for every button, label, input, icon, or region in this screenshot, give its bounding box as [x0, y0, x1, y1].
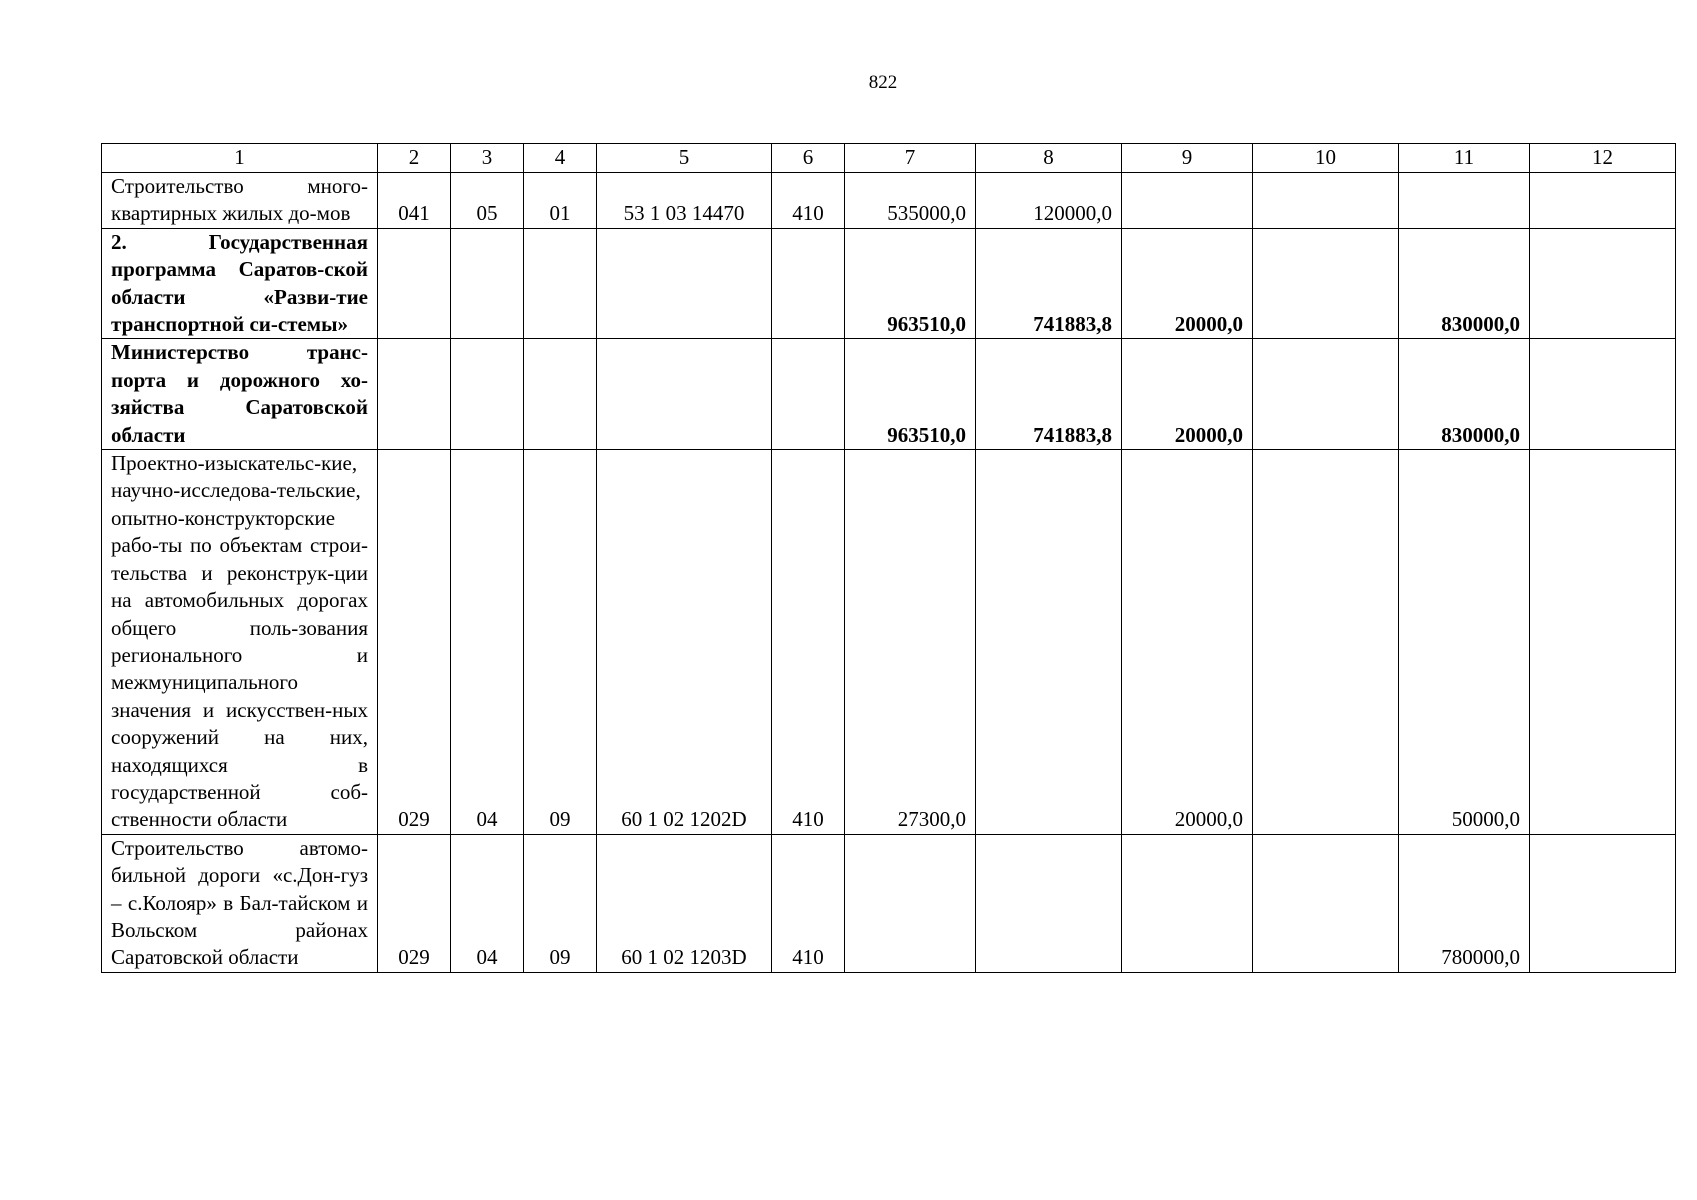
cell-col-10: [1253, 834, 1399, 972]
cell-col-3: 04: [451, 450, 524, 835]
cell-col-10: [1253, 450, 1399, 835]
cell-col-6: [772, 339, 845, 450]
cell-col-9: [1122, 173, 1253, 229]
cell-col-10: [1253, 228, 1399, 339]
row-name-cell: 2. Государственная программа Саратов-ской области «Разви-тие транспортной си-стемы»: [102, 228, 378, 339]
cell-col-10: [1253, 339, 1399, 450]
column-header: 6: [772, 144, 845, 173]
row-name-cell: Министерство транс-порта и дорожного хо-зяйства Саратовской области: [102, 339, 378, 450]
cell-col-4: [524, 339, 597, 450]
cell-col-2: 029: [378, 834, 451, 972]
cell-col-5: 53 1 03 14470: [597, 173, 772, 229]
cell-col-5: [597, 228, 772, 339]
row-name-cell: Строительство много-квартирных жилых до-мов: [102, 173, 378, 229]
cell-col-8: 120000,0: [976, 173, 1122, 229]
cell-col-11: 780000,0: [1399, 834, 1530, 972]
cell-col-3: [451, 228, 524, 339]
cell-col-12: [1530, 450, 1676, 835]
cell-col-7: 963510,0: [845, 228, 976, 339]
cell-col-12: [1530, 173, 1676, 229]
cell-col-2: 041: [378, 173, 451, 229]
cell-col-5: 60 1 02 1203D: [597, 834, 772, 972]
column-header: 9: [1122, 144, 1253, 173]
table-row: [102, 834, 1676, 972]
cell-col-2: [378, 228, 451, 339]
column-header: 3: [451, 144, 524, 173]
cell-col-8: [976, 450, 1122, 835]
row-name-cell: Строительство автомо-бильной дороги «с.Дон-гуз – с.Колояр» в Бал-тайском и Вольском районах Саратовской области: [102, 834, 378, 972]
cell-col-5: 60 1 02 1202D: [597, 450, 772, 835]
cell-col-8: 741883,8: [976, 339, 1122, 450]
cell-col-3: 04: [451, 834, 524, 972]
cell-col-2: [378, 339, 451, 450]
column-header: 7: [845, 144, 976, 173]
cell-col-12: [1530, 834, 1676, 972]
cell-col-7: 27300,0: [845, 450, 976, 835]
table-row: [102, 339, 1676, 450]
cell-col-4: 09: [524, 834, 597, 972]
cell-col-12: [1530, 228, 1676, 339]
table-row: [102, 173, 1676, 229]
column-header: 10: [1253, 144, 1399, 173]
cell-col-12: [1530, 339, 1676, 450]
cell-col-6: 410: [772, 450, 845, 835]
cell-col-11: 830000,0: [1399, 339, 1530, 450]
cell-col-6: 410: [772, 834, 845, 972]
cell-col-3: 05: [451, 173, 524, 229]
cell-col-7: 963510,0: [845, 339, 976, 450]
cell-col-8: [976, 834, 1122, 972]
cell-col-5: [597, 339, 772, 450]
cell-col-7: [845, 834, 976, 972]
cell-col-11: 50000,0: [1399, 450, 1530, 835]
column-header: 2: [378, 144, 451, 173]
row-name-cell: Проектно-изыскательс-кие, научно-исследова-тельские, опытно-конструкторские рабо-ты по объектам строи-тельства и реконструк-ции на автомобильных дорогах общего поль-зования регионального и межмуниципального значения и искусствен-ных сооружений на них, находящихся в государственной соб-ственности области: [102, 450, 378, 835]
table-row: [102, 228, 1676, 339]
cell-col-9: 20000,0: [1122, 450, 1253, 835]
column-number-row: [102, 144, 1676, 173]
cell-col-11: [1399, 173, 1530, 229]
column-header: 5: [597, 144, 772, 173]
cell-col-8: 741883,8: [976, 228, 1122, 339]
cell-col-4: 01: [524, 173, 597, 229]
column-header: 1: [102, 144, 378, 173]
cell-col-7: 535000,0: [845, 173, 976, 229]
cell-col-2: 029: [378, 450, 451, 835]
cell-col-3: [451, 339, 524, 450]
cell-col-9: 20000,0: [1122, 228, 1253, 339]
column-header: 8: [976, 144, 1122, 173]
budget-table: [101, 143, 1676, 973]
column-header: 11: [1399, 144, 1530, 173]
column-header: 12: [1530, 144, 1676, 173]
table-row: [102, 450, 1676, 835]
cell-col-11: 830000,0: [1399, 228, 1530, 339]
cell-col-4: 09: [524, 450, 597, 835]
cell-col-6: [772, 228, 845, 339]
cell-col-10: [1253, 173, 1399, 229]
cell-col-6: 410: [772, 173, 845, 229]
cell-col-9: 20000,0: [1122, 339, 1253, 450]
page-number: 822: [868, 72, 898, 93]
cell-col-4: [524, 228, 597, 339]
column-header: 4: [524, 144, 597, 173]
cell-col-9: [1122, 834, 1253, 972]
